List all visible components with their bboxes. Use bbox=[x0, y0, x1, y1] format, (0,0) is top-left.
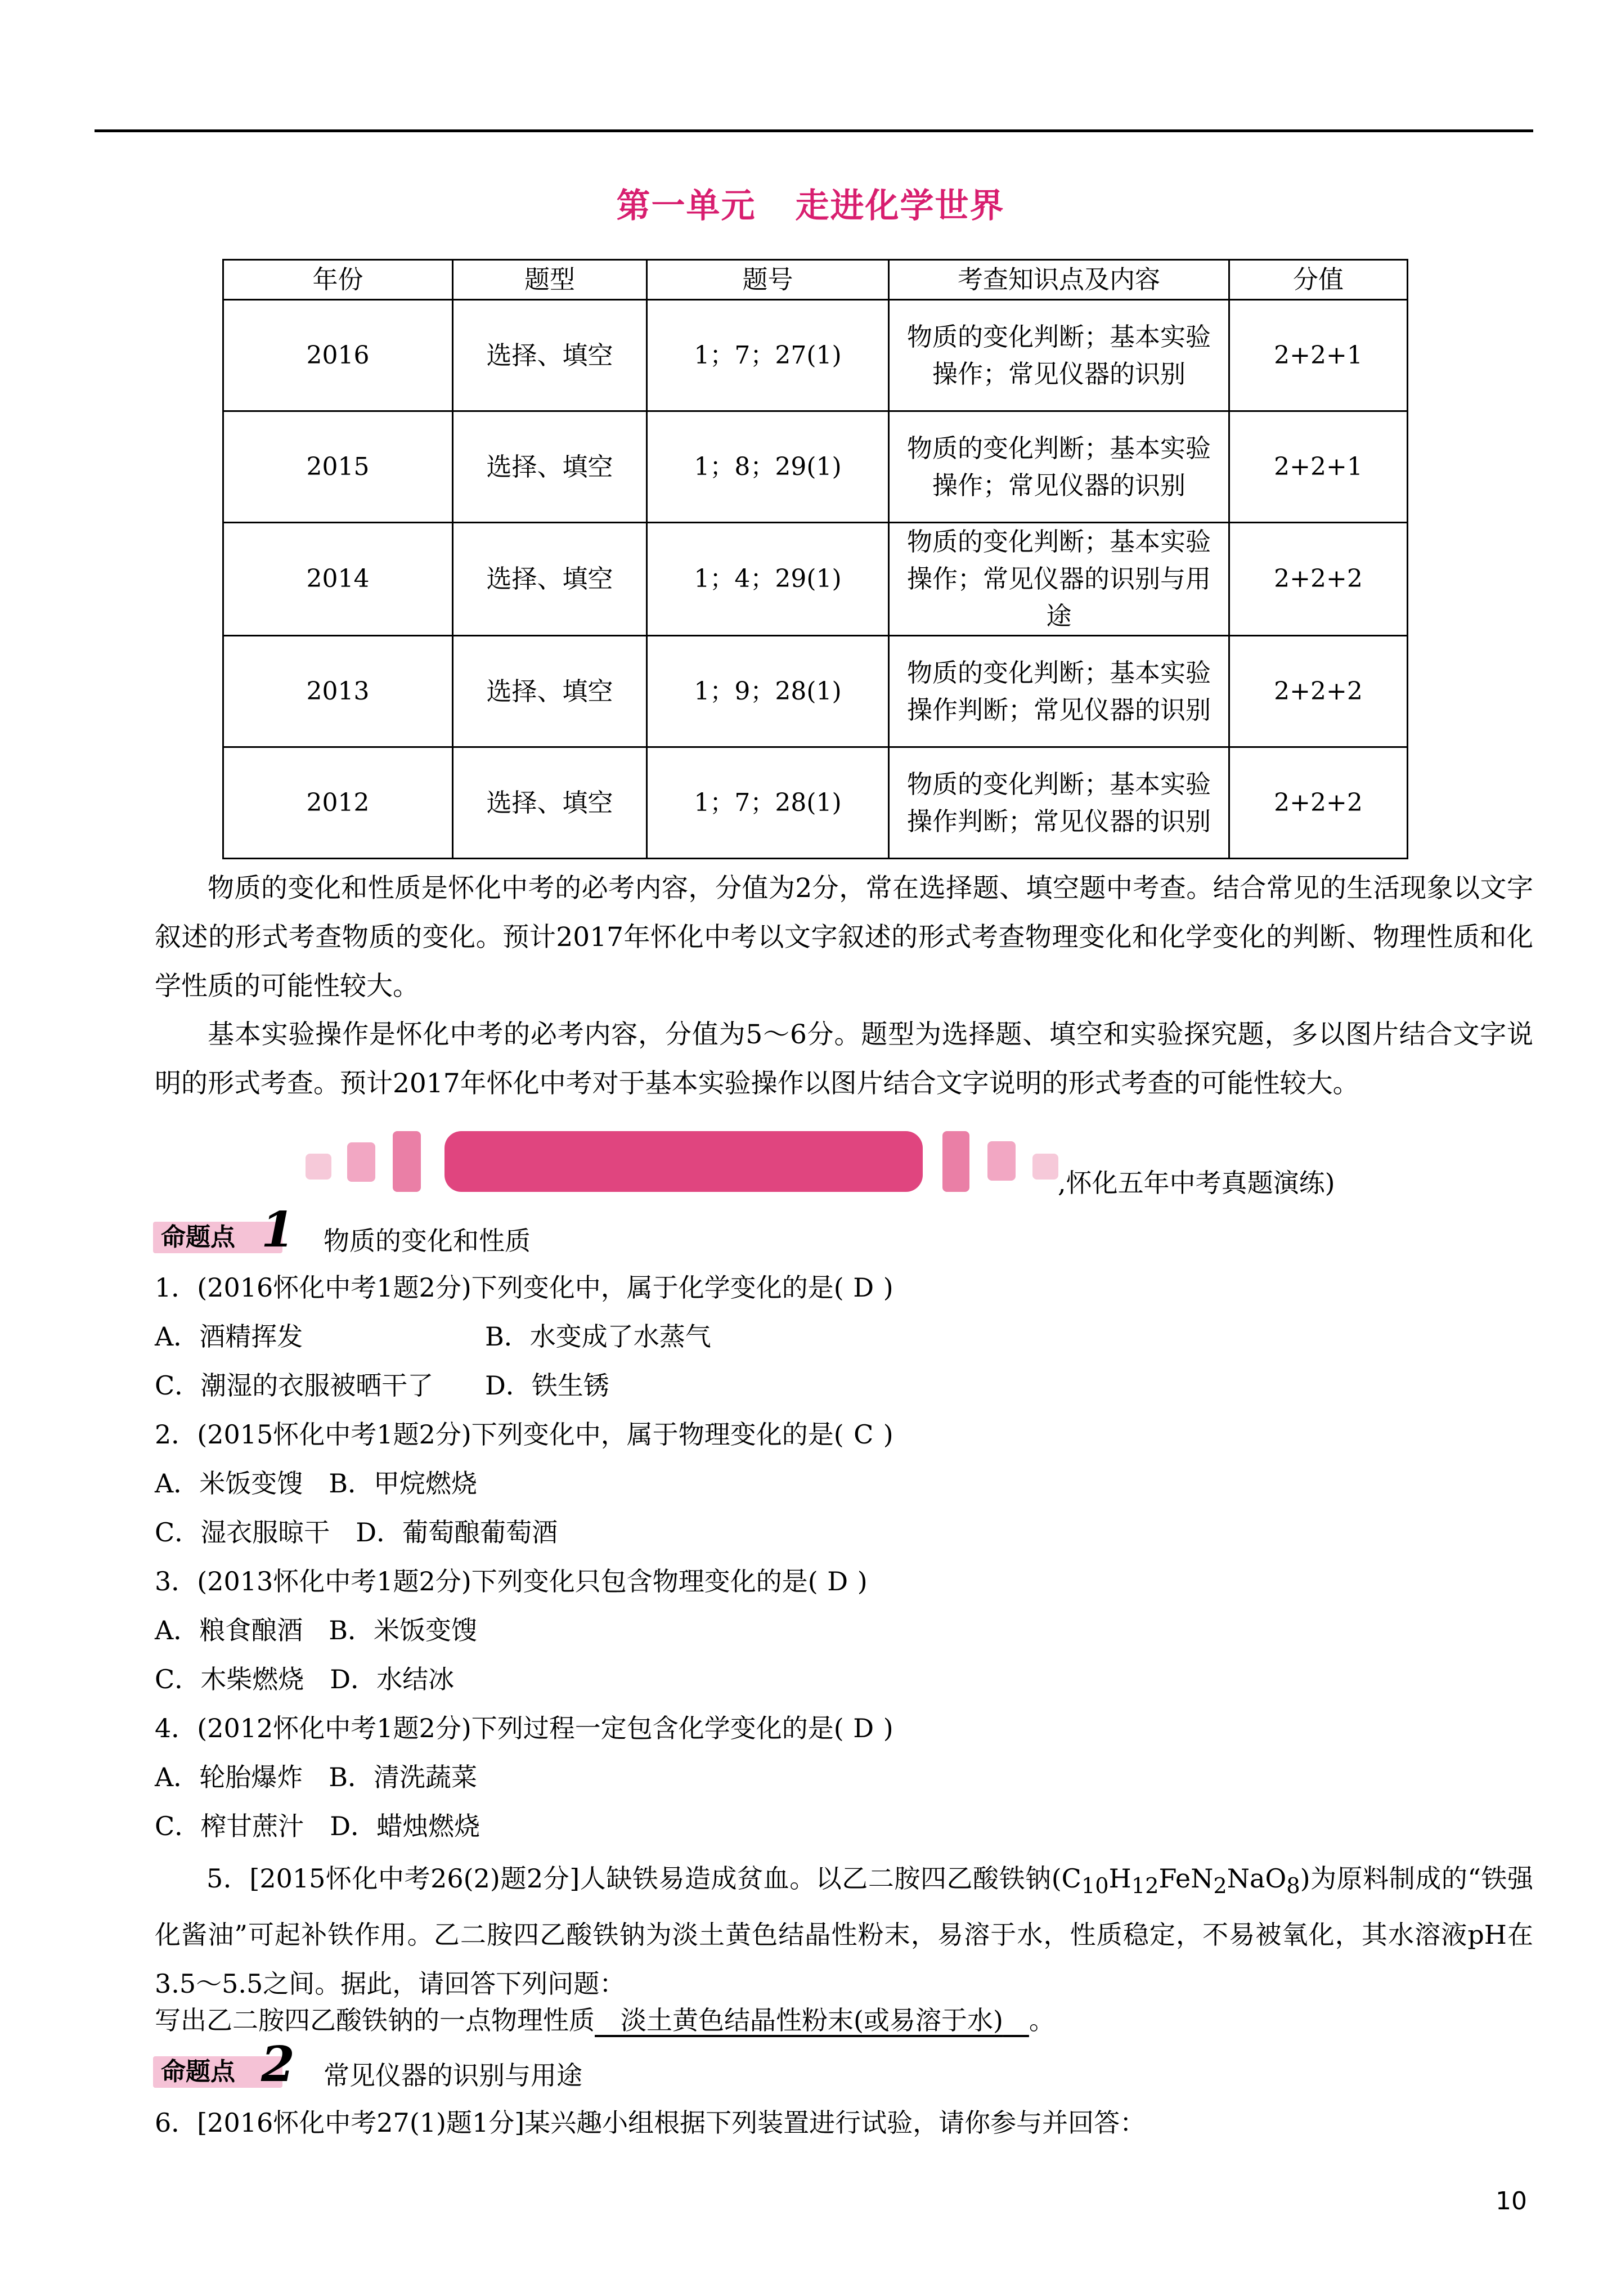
cell-numbers: 1；8；29(1) bbox=[647, 411, 889, 523]
banner-pill bbox=[444, 1131, 923, 1192]
cell-numbers: 1；7；27(1) bbox=[647, 300, 889, 411]
banner-square bbox=[306, 1154, 331, 1180]
question-2-stem: 2．(2015怀化中考1题2分)下列变化中，属于物理变化的是( C ) bbox=[155, 1418, 893, 1451]
topic-tag-1 bbox=[153, 1201, 295, 1258]
table-row bbox=[223, 636, 1408, 747]
section-banner bbox=[0, 1131, 1621, 1193]
header-year: 年份 bbox=[223, 260, 453, 300]
unit-number: 第一单元 bbox=[616, 186, 756, 226]
topic-title-2: 常见仪器的识别与用途 bbox=[324, 2060, 582, 2091]
banner-square bbox=[942, 1131, 969, 1192]
question-4-stem: 4．(2012怀化中考1题2分)下列过程一定包含化学变化的是( D ) bbox=[155, 1711, 893, 1745]
header-type: 题型 bbox=[453, 260, 647, 300]
topic-tag-number: 2 bbox=[261, 2036, 295, 2093]
question-1-option-c: C．潮湿的衣服被晒干了 bbox=[155, 1370, 434, 1401]
topic-title-1: 物质的变化和性质 bbox=[324, 1226, 531, 1256]
question-3-answer: D bbox=[827, 1566, 848, 1597]
banner-caption: ,怀化五年中考真题演练) bbox=[1058, 1168, 1335, 1198]
cell-year: 2015 bbox=[223, 411, 453, 523]
cell-type: 选择、填空 bbox=[453, 523, 647, 636]
question-1-option-d: D．铁生锈 bbox=[485, 1370, 609, 1401]
table-row bbox=[223, 747, 1408, 859]
cell-year: 2014 bbox=[223, 523, 453, 636]
topic-tag-2 bbox=[153, 2036, 295, 2093]
cell-type: 选择、填空 bbox=[453, 636, 647, 747]
question-4-answer: D bbox=[853, 1713, 874, 1743]
topic-tag-number: 1 bbox=[261, 1201, 295, 1258]
question-2-answer: C bbox=[854, 1419, 874, 1450]
banner-square bbox=[393, 1131, 421, 1192]
analysis-paragraph-2: 基本实验操作是怀化中考的必考内容，分值为5～6分。题型为选择题、填空和实验探究题，多以图片结合文字说明的形式考查。预计2017年怀化中考对于基本实验操作以图片结合文字说明的形式考查的可能性较大。 bbox=[155, 1019, 1533, 1099]
topic-tag-label: 命题点 bbox=[161, 1223, 235, 1252]
header-content: 考查知识点及内容 bbox=[889, 260, 1229, 300]
question-4-options-ab: A．轮胎爆炸 B．清洗蔬菜 bbox=[155, 1762, 478, 1792]
cell-score: 2+2+1 bbox=[1229, 411, 1408, 523]
cell-year: 2013 bbox=[223, 636, 453, 747]
cell-content: 物质的变化判断；基本实验操作；常见仪器的识别与用途 bbox=[889, 523, 1229, 636]
question-3-options-cd: C．木柴燃烧 D．水结冰 bbox=[155, 1664, 455, 1694]
header-score: 分值 bbox=[1229, 260, 1408, 300]
cell-content: 物质的变化判断；基本实验操作判断；常见仪器的识别 bbox=[889, 636, 1229, 747]
question-1-option-b: B．水变成了水蒸气 bbox=[485, 1321, 711, 1352]
question-1-answer: D bbox=[853, 1272, 874, 1303]
cell-type: 选择、填空 bbox=[453, 300, 647, 411]
cell-content: 物质的变化判断；基本实验操作判断；常见仪器的识别 bbox=[889, 747, 1229, 859]
question-3-stem: 3．(2013怀化中考1题2分)下列变化只包含物理变化的是( D ) bbox=[155, 1564, 868, 1598]
cell-year: 2012 bbox=[223, 747, 453, 859]
cell-year: 2016 bbox=[223, 300, 453, 411]
question-2-options-ab: A．米饭变馊 B．甲烷燃烧 bbox=[155, 1468, 478, 1499]
exam-analysis-table bbox=[222, 259, 1408, 859]
cell-type: 选择、填空 bbox=[453, 747, 647, 859]
page-number: 10 bbox=[1496, 2187, 1527, 2216]
header-numbers: 题号 bbox=[647, 260, 889, 300]
cell-score: 2+2+2 bbox=[1229, 523, 1408, 636]
table-row bbox=[223, 523, 1408, 636]
cell-content: 物质的变化判断；基本实验操作；常见仪器的识别 bbox=[889, 411, 1229, 523]
cell-content: 物质的变化判断；基本实验操作；常见仪器的识别 bbox=[889, 300, 1229, 411]
header-rule bbox=[95, 129, 1533, 132]
table-header-row bbox=[223, 260, 1408, 300]
question-1-option-a: A．酒精挥发 bbox=[155, 1321, 303, 1352]
question-5-ask: 写出乙二胺四乙酸铁钠的一点物理性质 淡土黄色结晶性粉末(或易溶于水) 。 bbox=[155, 2005, 1055, 2035]
cell-score: 2+2+2 bbox=[1229, 747, 1408, 859]
banner-square bbox=[987, 1141, 1016, 1181]
table-row bbox=[223, 300, 1408, 411]
topic-tag-label: 命题点 bbox=[161, 2057, 235, 2086]
cell-numbers: 1；7；28(1) bbox=[647, 747, 889, 859]
banner-square bbox=[1032, 1154, 1058, 1180]
analysis-paragraph-1: 物质的变化和性质是怀化中考的必考内容，分值为2分，常在选择题、填空题中考查。结合常见的生活现象以文字叙述的形式考查物质的变化。预计2017年怀化中考以文字叙述的形式考查物理变化和化学变化的判断、物理性质和化学性质的可能性较大。 bbox=[155, 873, 1533, 1002]
unit-name: 走进化学世界 bbox=[795, 186, 1005, 226]
cell-score: 2+2+1 bbox=[1229, 300, 1408, 411]
cell-numbers: 1；4；29(1) bbox=[647, 523, 889, 636]
question-1-stem: 1．(2016怀化中考1题2分)下列变化中，属于化学变化的是( D ) bbox=[155, 1271, 893, 1304]
cell-numbers: 1；9；28(1) bbox=[647, 636, 889, 747]
question-5-answer: 淡土黄色结晶性粉末(或易溶于水) bbox=[621, 2005, 1003, 2035]
banner-square bbox=[347, 1142, 375, 1182]
cell-score: 2+2+2 bbox=[1229, 636, 1408, 747]
question-6-stem: 6．[2016怀化中考27(1)题1分]某兴趣小组根据下列装置进行试验，请你参与并回答： bbox=[155, 2107, 1146, 2138]
cell-type: 选择、填空 bbox=[453, 411, 647, 523]
table-row bbox=[223, 411, 1408, 523]
question-5-stem: 5．[2015怀化中考26(2)题2分]人缺铁易造成贫血。以乙二胺四乙酸铁钠$(C_{10}H_{12}FeN_2NaO_8)$为原料制成的“铁强化酱油”可起补铁作用。乙二胺四乙酸铁钠为淡土黄色结晶性粉末，易溶于水，性质稳定，不易被氧化，其水溶液pH在3.5～5.5之间。据此，请回答下列问题： bbox=[155, 1863, 1533, 1999]
question-4-options-cd: C．榨甘蔗汁 D．蜡烛燃烧 bbox=[155, 1811, 481, 1841]
question-2-options-cd: C．湿衣服晾干 D．葡萄酿葡萄酒 bbox=[155, 1517, 558, 1548]
question-3-options-ab: A．粮食酿酒 B．米饭变馊 bbox=[155, 1615, 478, 1645]
page-title bbox=[0, 179, 1621, 227]
